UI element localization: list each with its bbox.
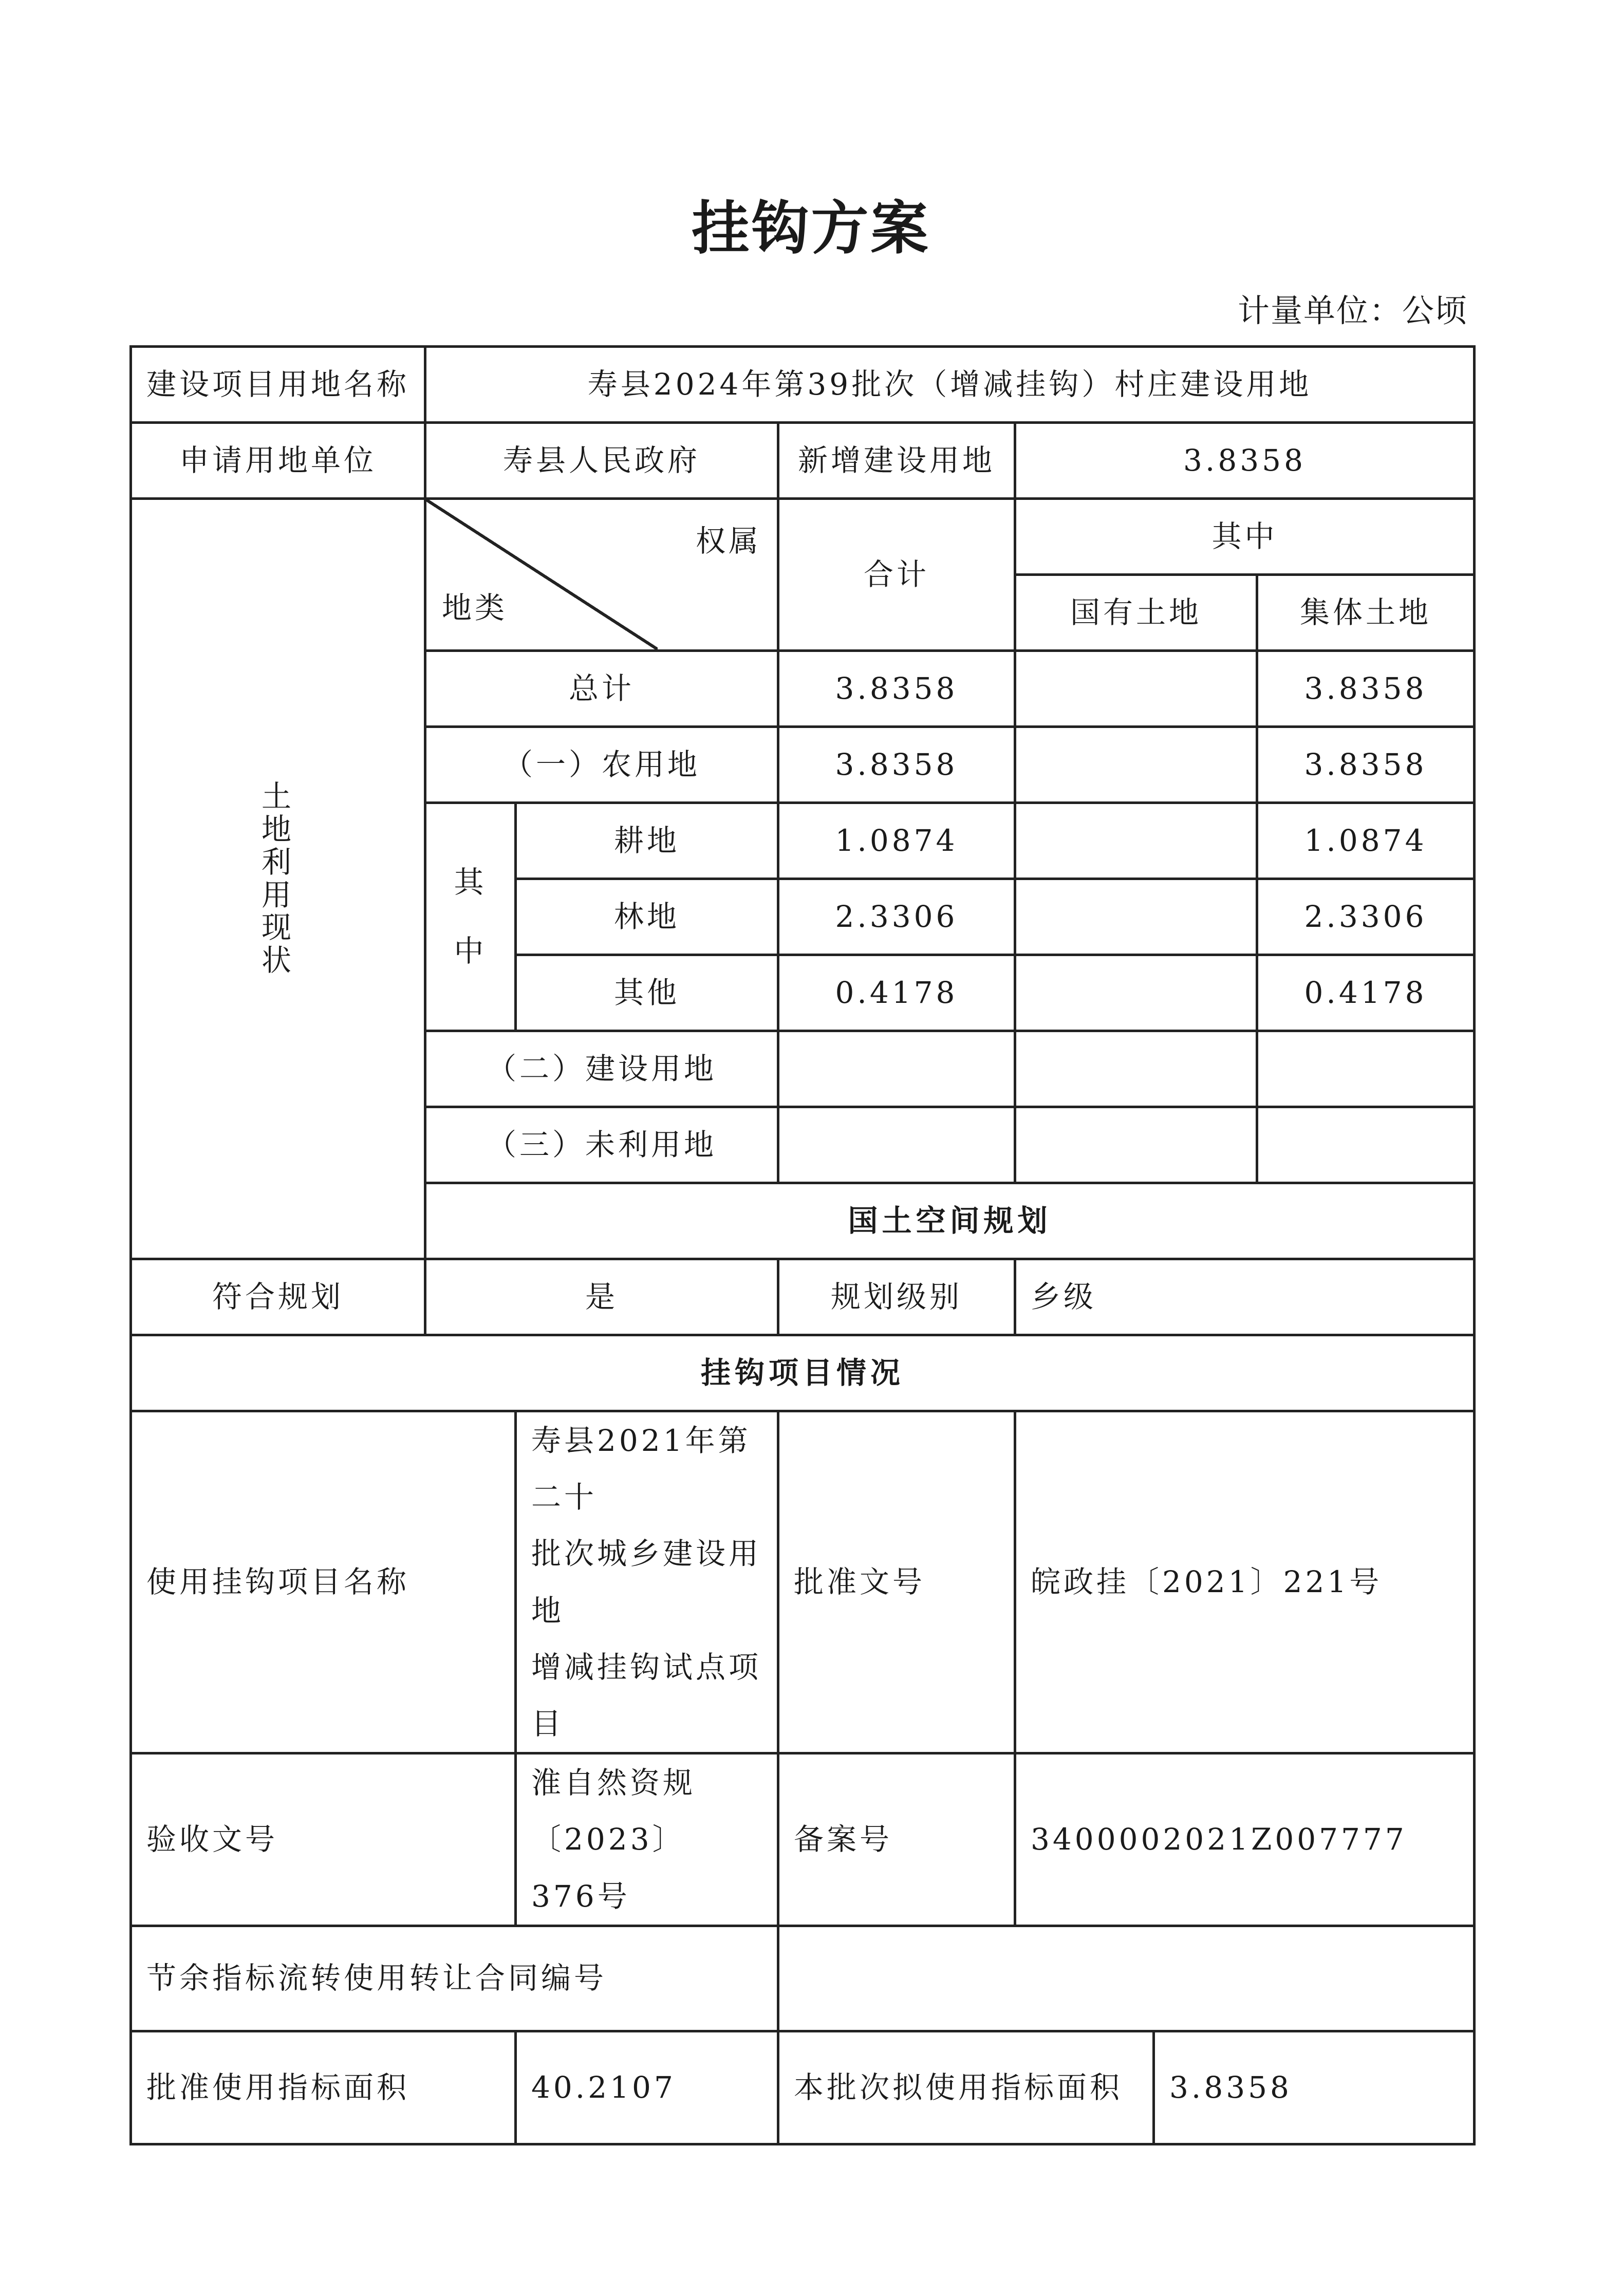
unused-label: （三）未利用地 [425,1107,778,1183]
acceptance-no-value: 淮自然资规〔2023〕 376号 [516,1753,778,1926]
conform-value: 是 [425,1259,778,1335]
new-land-label: 新增建设用地 [778,423,1015,499]
forest-state [1015,879,1257,955]
approved-area-value: 40.2107 [516,2031,778,2144]
contract-no-value [778,1926,1475,2031]
other-collective: 0.4178 [1257,955,1475,1031]
category-header: 地类 [442,590,508,626]
agri-collective: 3.8358 [1257,727,1475,803]
arable-sum: 1.0874 [778,803,1015,879]
batch-area-value: 3.8358 [1154,2031,1475,2144]
total-sum: 3.8358 [778,651,1015,727]
forest-collective: 2.3306 [1257,879,1475,955]
construction-state [1015,1031,1257,1107]
row-land-header-1 [131,499,1475,575]
document-title: 挂钩方案 [692,195,930,262]
applicant-value: 寿县人民政府 [425,423,778,499]
row-acceptance [131,1753,1475,1926]
other-label: 其他 [516,955,778,1031]
arable-collective: 1.0874 [1257,803,1475,879]
total-collective: 3.8358 [1257,651,1475,727]
row-hook-project [131,1411,1475,1753]
project-name-value: 寿县2024年第39批次（增减挂钩）村庄建设用地 [425,347,1475,423]
row-contract [131,1926,1475,2031]
land-use-section-label: 土 地 利 用 现 状 [131,499,425,1259]
agri-label: （一）农用地 [425,727,778,803]
forest-label: 林地 [516,879,778,955]
total-header: 合计 [778,499,1015,651]
row-applicant [131,423,1475,499]
construction-collective [1257,1031,1475,1107]
arable-state [1015,803,1257,879]
approval-no-value: 皖政挂〔2021〕221号 [1015,1411,1475,1753]
acceptance-no-label: 验收文号 [131,1753,516,1926]
hook-project-name-value: 寿县2021年第二十 批次城乡建设用地 增减挂钩试点项目 [516,1411,778,1753]
total-state [1015,651,1257,727]
record-no-label: 备案号 [778,1753,1015,1926]
unused-state [1015,1107,1257,1183]
other-state [1015,955,1257,1031]
record-no-value: 3400002021Z007777 [1015,1753,1475,1926]
applicant-label: 申请用地单位 [131,423,425,499]
state-land-header: 国有土地 [1015,575,1257,651]
row-areas [131,2031,1475,2144]
collective-land-header: 集体土地 [1257,575,1475,651]
planning-section-title: 国土空间规划 [425,1183,1475,1259]
hook-section-title: 挂钩项目情况 [131,1335,1475,1411]
diagonal-header-cell [425,499,778,651]
of-which-header: 其中 [1015,499,1475,575]
agri-sum: 3.8358 [778,727,1015,803]
approved-area-label: 批准使用指标面积 [131,2031,516,2144]
row-planning [131,1259,1475,1335]
project-name-label: 建设项目用地名称 [131,347,425,423]
total-label: 总计 [425,651,778,727]
unused-collective [1257,1107,1475,1183]
level-label: 规划级别 [778,1259,1015,1335]
of-which-vertical-label: 其 中 [425,803,516,1031]
level-value: 乡级 [1015,1259,1475,1335]
construction-sum [778,1031,1015,1107]
ownership-header: 权属 [695,524,761,558]
agri-state [1015,727,1257,803]
other-sum: 0.4178 [778,955,1015,1031]
contract-no-label: 节余指标流转使用转让合同编号 [131,1926,778,2031]
unused-sum [778,1107,1015,1183]
row-project-name [131,347,1475,423]
approval-no-label: 批准文号 [778,1411,1015,1753]
row-hook-title [131,1335,1475,1411]
conform-label: 符合规划 [131,1259,425,1335]
unit-label: 计量单位：公顷 [1237,292,1468,329]
new-land-value: 3.8358 [1015,423,1475,499]
forest-sum: 2.3306 [778,879,1015,955]
hook-project-name-label: 使用挂钩项目名称 [131,1411,516,1753]
hook-plan-table [129,345,1476,2145]
construction-label: （二）建设用地 [425,1031,778,1107]
batch-area-label: 本批次拟使用指标面积 [778,2031,1154,2144]
arable-label: 耕地 [516,803,778,879]
